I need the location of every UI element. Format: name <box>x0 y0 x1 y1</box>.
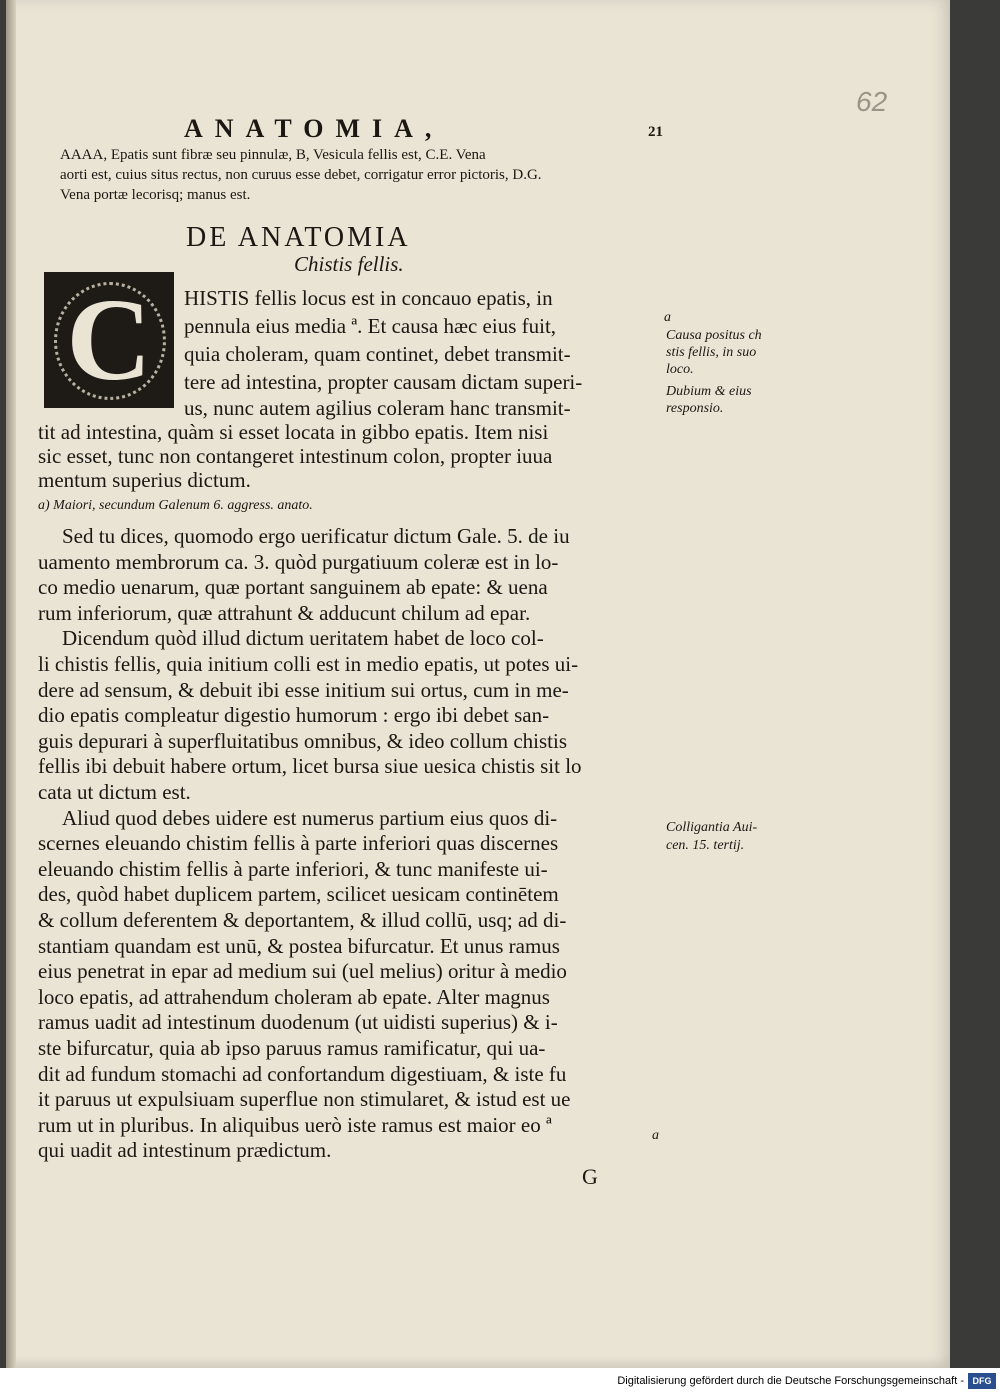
margin-note-3-line: Colligantia Aui- <box>666 820 758 835</box>
margin-note-marker-a-2: a <box>652 1128 659 1143</box>
body-text-line: dit ad fundum stomachi ad confortandum digestiuam, & iste fu <box>38 1062 567 1086</box>
chapter-title: DE ANATOMIA <box>186 222 411 253</box>
paragraph-1-line: HISTIS fellis locus est in concauo epatis, in <box>184 286 553 310</box>
footer-credit: Digitalisierung gefördert durch die Deutsche Forschungsgemeinschaft - <box>617 1375 964 1387</box>
body-text-line: Aliud quod debes uidere est numerus partium eius quos di- <box>62 806 558 830</box>
body-text-line: Sed tu dices, quomodo ergo uerificatur dictum Gale. 5. de iu <box>62 524 570 548</box>
chapter-subtitle: Chistis fellis. <box>294 252 404 276</box>
decorated-initial <box>44 272 174 408</box>
body-text-line: rum inferiorum, quæ attrahunt & adducunt chilum ad epar. <box>38 601 531 625</box>
body-text-line: co medio uenarum, quæ portant sanguinem ab epate: & uena <box>38 575 548 599</box>
figure-caption-line-1: AAAA, Epatis sunt fibræ seu pinnulæ, B, Vesicula fellis est, C.E. Vena <box>60 147 486 163</box>
body-text-line: Dicendum quòd illud dictum ueritatem habet de loco col- <box>62 626 544 650</box>
body-text-line: eleuando chistim fellis à parte inferiori, & tunc manifeste ui- <box>38 857 548 881</box>
paragraph-1-line: sic esset, tunc non contangeret intestinum colon, propter iuua <box>38 444 553 468</box>
body-text-line: eius penetrat in epar ad medium sui (uel melius) oritur à medio <box>38 959 567 983</box>
dfg-logo-icon: DFG <box>968 1373 996 1389</box>
paragraph-1-line: tere ad intestina, propter causam dictam superi- <box>184 370 583 394</box>
margin-note-2-line: Dubium & eius <box>666 384 752 399</box>
body-text-line: guis depurari à superfluitatibus omnibus, & ideo collum chistis <box>38 729 568 753</box>
initial-letter: C <box>66 274 152 405</box>
margin-note-3-line: cen. 15. tertij. <box>666 838 745 853</box>
margin-note-1-line: Causa positus ch <box>666 328 762 343</box>
body-text-line: qui uadit ad intestinum prædictum. <box>38 1138 332 1162</box>
paragraph-1-line: pennula eius media ª. Et causa hæc eius fuit, <box>184 314 557 338</box>
margin-note-1-line: stis fellis, in suo <box>666 345 757 360</box>
figure-caption-line-3: Vena portæ lecorisq; manus est. <box>60 187 251 203</box>
paragraph-1-line: mentum superius dictum. <box>38 468 251 492</box>
page-binding-edge <box>6 0 16 1368</box>
body-text-line: fellis ibi debuit habere ortum, licet bursa siue uesica chistis sit lo <box>38 754 582 778</box>
body-text-line: ramus uadit ad intestinum duodenum (ut uidisti superius) & i- <box>38 1010 558 1034</box>
page-number: 21 <box>648 124 663 140</box>
paragraph-1-line: quia choleram, quam continet, debet transmit- <box>184 342 571 366</box>
body-text-line: loco epatis, ad attrahendum choleram ab epate. Alter magnus <box>38 985 550 1009</box>
body-text-line: & collum deferentem & deportantem, & illud collū, usq; ad di- <box>38 908 567 932</box>
body-text-line: des, quòd habet duplicem partem, scilicet uesicam continētem <box>38 882 559 906</box>
margin-note-2-line: responsio. <box>666 401 724 416</box>
body-text-line: stantiam quandam est unū, & postea bifurcatur. Et unus ramus <box>38 934 560 958</box>
body-text-line: dio epatis compleatur digestio humorum : ergo ibi debet san- <box>38 703 550 727</box>
signature-mark: G <box>582 1164 598 1189</box>
body-text-line: uamento membrorum ca. 3. quòd purgatiuum coleræ est in lo- <box>38 550 559 574</box>
body-text-line: it paruus ut expulsiuam superflue non stimularet, & istud est ue <box>38 1087 571 1111</box>
footnote: a) Maiori, secundum Galenum 6. aggress. anato. <box>38 498 313 513</box>
paragraph-1-line: tit ad intestina, quàm si esset locata in gibbo epatis. Item nisi <box>38 420 549 444</box>
body-text-line: rum ut in pluribus. In aliquibus uerò iste ramus est maior eo ª <box>38 1113 552 1137</box>
digitization-footer <box>0 1368 1000 1396</box>
body-text-line: cata ut dictum est. <box>38 780 191 804</box>
body-text-line: scernes eleuando chistim fellis à parte inferiori quas discernes <box>38 831 559 855</box>
margin-note-marker-a: a <box>664 310 671 325</box>
body-text-line: dere ad sensum, & debuit ibi esse initium sui ortus, cum in me- <box>38 678 569 702</box>
margin-note-1-line: loco. <box>666 362 694 377</box>
body-text-line: li chistis fellis, quia initium colli est in medio epatis, ut potes ui- <box>38 652 579 676</box>
figure-caption-line-2: aorti est, cuius situs rectus, non curuus esse debet, corrigatur error pictoris, D.G. <box>60 167 542 183</box>
paragraph-1-line: us, nunc autem agilius coleram hanc transmit- <box>184 396 571 420</box>
running-head: ANATOMIA, <box>184 114 444 143</box>
folio-number: 62 <box>856 86 888 117</box>
body-text-line: ste bifurcatur, quia ab ipso paruus ramus ramificatur, qui ua- <box>38 1036 546 1060</box>
